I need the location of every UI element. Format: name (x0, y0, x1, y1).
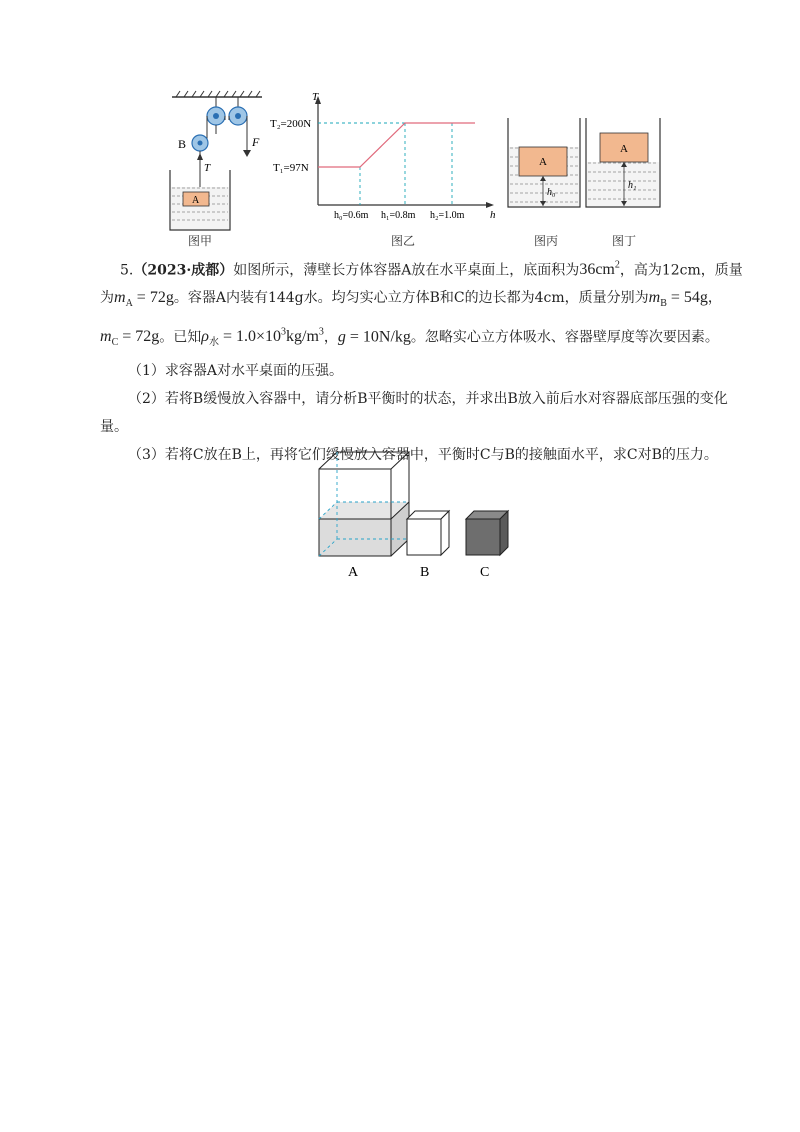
problem-number: 5. (120, 262, 134, 279)
graph-curve (318, 123, 475, 167)
mass-b: $m_B = 54g$ (648, 289, 708, 310)
problem-line-3: $m_C = 72g$。已知$\rho_水 = 1.0\times 10^3kg/m^3$，g = 10N/kg。忽略实心立方体吸水、容器壁厚度等次要因素。 (100, 326, 719, 349)
area-value: $36cm^2$ (579, 260, 620, 279)
question-2-cont: 量。 (100, 419, 128, 436)
t2-label: T₂=200N (270, 118, 312, 130)
caption-jia: 图甲 (188, 234, 213, 248)
figure-jia (170, 91, 262, 248)
h0-label: h₀=0.6m (334, 210, 369, 221)
svg-text:A: A (620, 143, 628, 155)
question-3: （3）若将C放在B上，再将它们缓慢放入容器中，平衡时C与B的接触面水平，求C对B的压力。 (128, 447, 718, 464)
container-a (319, 452, 409, 580)
label-t: T (204, 162, 211, 174)
mass-a: $m_A = 72g$ (114, 289, 174, 310)
caption-bing: 图丙 (534, 234, 559, 248)
t1-label: T₁=97N (273, 162, 309, 174)
caption-ding: 图丁 (612, 234, 637, 248)
water-density: $\rho_水 = 1.0\times 10^3kg/m^3$ (201, 326, 324, 349)
caption-yi: 图乙 (391, 234, 416, 248)
figure-ding (586, 118, 660, 248)
cube-b (407, 511, 449, 580)
bottom-figure (0, 445, 800, 585)
question-2: （2）若将B缓慢放入容器中，请分析B平衡时的状态，并求出B放入前后水对容器底部压强的变化 (128, 391, 728, 408)
label-cube-c: C (480, 565, 490, 580)
gravity-constant: g = 10N/kg (337, 327, 411, 345)
y-axis-label: T (312, 91, 319, 103)
svg-text:A: A (539, 156, 547, 168)
figure-bing (508, 118, 580, 248)
h1-mark: h₁ (628, 180, 637, 191)
label-b: B (178, 137, 187, 151)
label-cube-b: B (420, 565, 430, 580)
problem-line-2: 为$m_A = 72g$。容器A内装有144g水。均匀实心立方体B和C的边长都为4cm，质量分别为$m_B = 54g$， (100, 289, 722, 310)
problem-line-1: 5.（2023·成都）如图所示，薄壁长方体容器A放在水平桌面上，底面积为$36cm^2$，高为12cm，质量 (120, 260, 743, 279)
h1-label: h₁=0.8m (381, 210, 416, 221)
label-f: F (252, 135, 260, 149)
label-container-a: A (348, 565, 359, 580)
h2-label: h₂=1.0m (430, 210, 465, 221)
cube-c (466, 511, 508, 580)
mass-c: $m_C = 72g$ (100, 327, 160, 349)
problem-5 (100, 252, 743, 469)
h0-mark: h₀ (547, 187, 556, 198)
figure-yi (270, 91, 496, 248)
question-1: （1）求容器A对水平桌面的压强。 (128, 363, 344, 380)
problem-source: （2023·成都） (133, 262, 234, 279)
svg-text:A: A (192, 195, 200, 206)
top-figures (0, 0, 800, 252)
x-axis-label: h (490, 209, 496, 221)
